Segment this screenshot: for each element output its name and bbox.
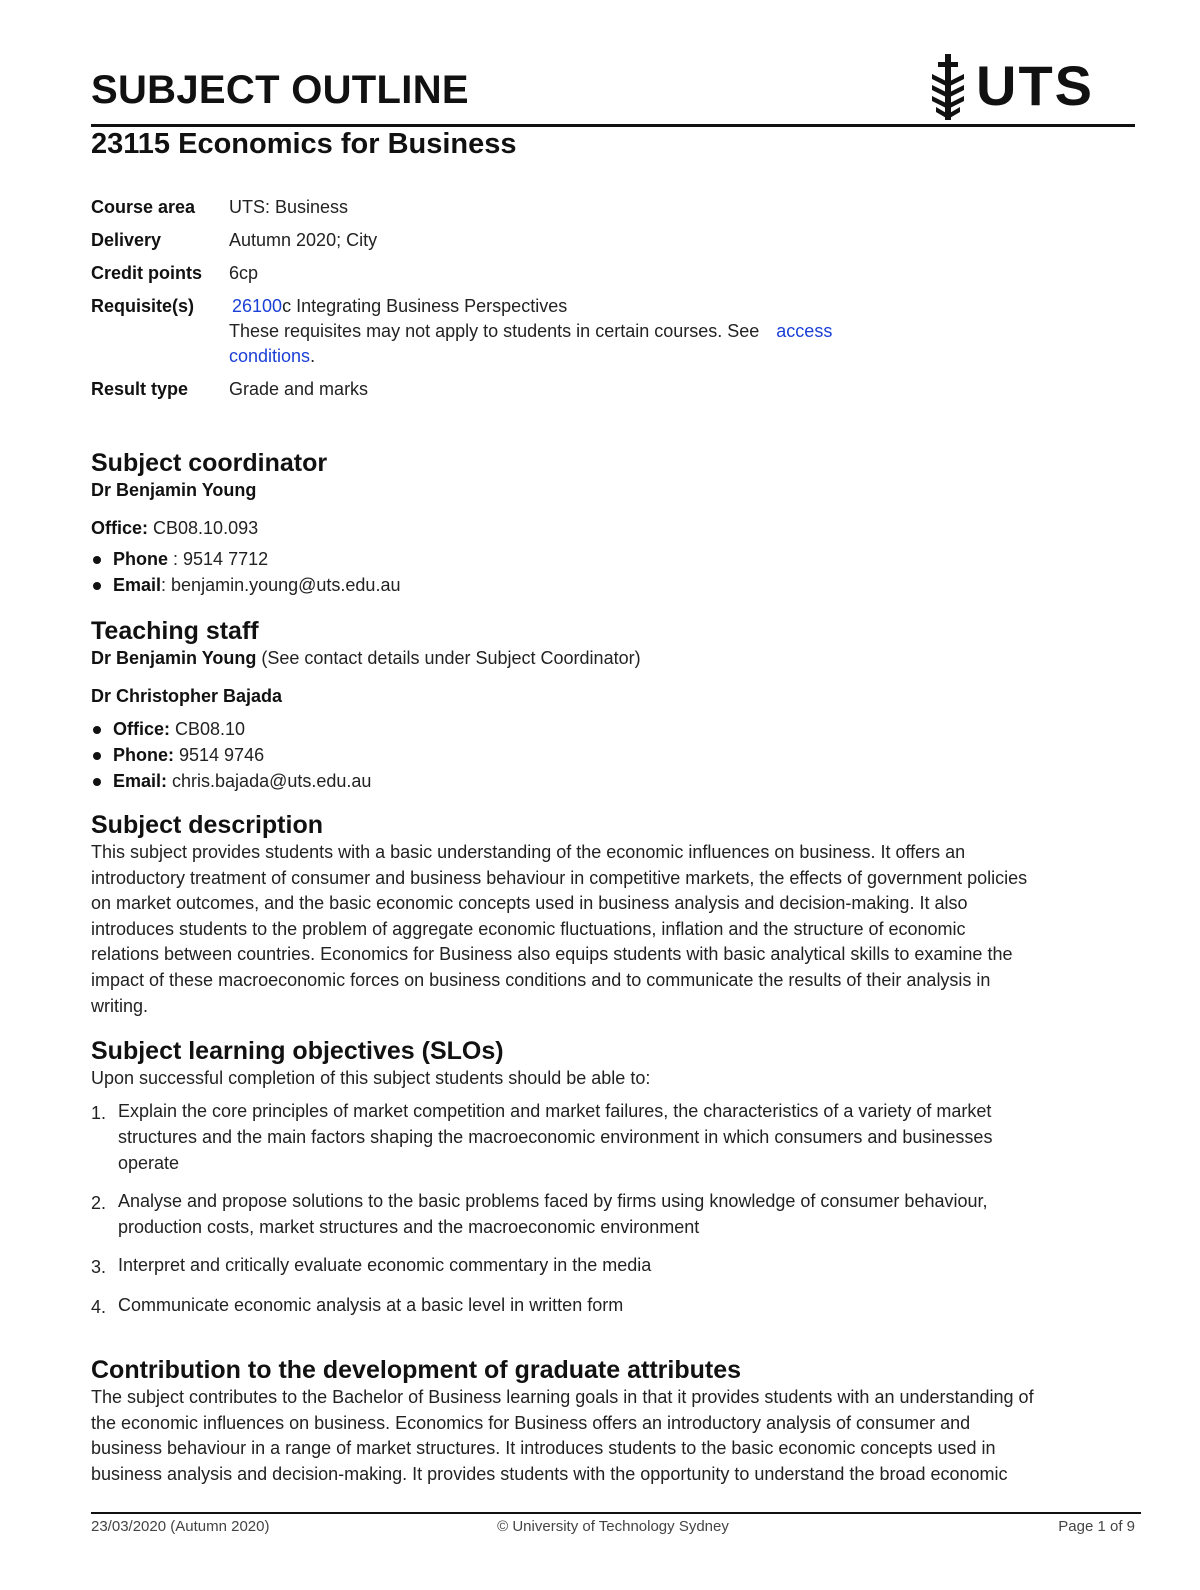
coordinator-name: Dr Benjamin Young	[91, 480, 257, 500]
subject-coordinator-section	[91, 448, 1141, 598]
description-line: relations between countries. Economics for Business also equips students with basic analytical skills to examine the	[91, 944, 1013, 965]
phone-label: Phone:	[113, 745, 174, 765]
description-line: impact of these macroeconomic forces on business conditions and to communicate the results of their analysis in	[91, 969, 991, 990]
list-item	[91, 1188, 1141, 1240]
phone-value: 9514 9746	[174, 745, 265, 765]
page-title: SUBJECT OUTLINE	[91, 68, 469, 112]
meta-value	[229, 294, 832, 369]
office-label: Office:	[113, 719, 171, 739]
list-item	[91, 716, 1141, 742]
meta-label: Course area	[91, 197, 196, 217]
graduate-line: business analysis and decision-making. It provides students with the opportunity to understand the broad economic	[91, 1463, 1008, 1484]
graduate-attributes-section	[91, 1355, 1141, 1487]
description-line: This subject provides students with a basic understanding of the economic influences on business. It offers an	[91, 842, 966, 862]
meta-requisites	[91, 294, 1091, 369]
office-value: CB08.10	[170, 719, 246, 739]
requisite-period: .	[310, 346, 316, 366]
phone-value: : 9514 7712	[168, 549, 269, 569]
email-label: Email	[113, 575, 162, 595]
requisite-subject-link[interactable]: 26100	[232, 296, 283, 316]
section-heading: Teaching staff	[91, 617, 259, 645]
footer-divider	[91, 1512, 1141, 1514]
footer-copyright: © University of Technology Sydney	[497, 1518, 729, 1535]
teaching-staff-section	[91, 616, 1141, 794]
objectives-list	[91, 1098, 1141, 1320]
subject-description-section	[91, 810, 1141, 1019]
meta-value: Grade and marks	[229, 379, 369, 399]
section-heading: Subject description	[91, 811, 323, 839]
description-line: introduces students to the problem of aggregate economic fluctuations, inflation and the structure of economic	[91, 918, 966, 939]
list-item	[91, 546, 1141, 572]
office-value: CB08.10.093	[148, 518, 259, 538]
section-heading: Subject coordinator	[91, 449, 328, 477]
item-number: 4.	[91, 1297, 107, 1317]
description-line: introductory treatment of consumer and business behaviour in competitive markets, the effects of government policies	[91, 867, 1028, 888]
graduate-line: The subject contributes to the Bachelor of Business learning goals in that it provides students with an understanding of	[91, 1387, 1034, 1407]
list-item	[91, 1098, 1141, 1176]
meta-value: Autumn 2020; City	[229, 230, 378, 250]
meta-result-type	[91, 377, 1091, 402]
learning-objectives-section	[91, 1036, 1141, 1332]
subject-title: 23115 Economics for Business	[91, 128, 517, 160]
requisite-note: These requisites may not apply to students in certain courses. See	[229, 321, 760, 341]
email-value: : benjamin.young@uts.edu.au	[161, 575, 401, 595]
footer-date: 23/03/2020 (Autumn 2020)	[91, 1518, 270, 1535]
requisite-subject-name: c Integrating Business Perspectives	[282, 296, 568, 316]
coordinator-contact-list	[91, 546, 1141, 598]
staff-name: Dr Christopher Bajada	[91, 686, 283, 706]
meta-delivery	[91, 228, 1091, 253]
coordinator-office	[91, 516, 1141, 540]
email-value: chris.bajada@uts.edu.au	[167, 771, 372, 791]
list-item	[91, 1292, 1141, 1320]
meta-label: Result type	[91, 379, 189, 399]
access-conditions-link-continued[interactable]: conditions	[229, 346, 311, 366]
description-line: writing.	[91, 995, 149, 1016]
phone-label: Phone	[113, 549, 169, 569]
list-item	[91, 768, 1141, 794]
item-text: Communicate economic analysis at a basic level in written form	[118, 1295, 624, 1315]
staff-note: (See contact details under Subject Coordinator)	[256, 648, 641, 668]
uts-logo	[926, 52, 1098, 124]
item-text: operate	[118, 1153, 180, 1173]
meta-label: Requisite(s)	[91, 296, 195, 316]
staff-name: Dr Benjamin Young	[91, 648, 257, 668]
list-item	[91, 572, 1141, 598]
graduate-line: business behaviour in a range of market structures. It introduces students to the basic economic concepts used in	[91, 1438, 996, 1459]
uts-crest-icon	[926, 52, 970, 124]
item-text: Interpret and critically evaluate economic commentary in the media	[118, 1255, 652, 1275]
item-text: Analyse and propose solutions to the basic problems faced by firms using knowledge of consumer behaviour,	[118, 1191, 988, 1211]
item-text: structures and the main factors shaping the macroeconomic environment in which consumers and businesses	[118, 1127, 993, 1147]
access-conditions-link[interactable]: access	[776, 321, 833, 341]
staff-contact-list	[91, 716, 1141, 794]
section-heading: Subject learning objectives (SLOs)	[91, 1037, 504, 1065]
meta-value: UTS: Business	[229, 197, 349, 217]
list-item	[91, 742, 1141, 768]
meta-label: Credit points	[91, 263, 202, 283]
header-divider	[91, 124, 1135, 127]
item-text: Explain the core principles of market competition and market failures, the characteristics of a variety of market	[118, 1101, 992, 1121]
section-heading: Contribution to the development of graduate attributes	[91, 1356, 741, 1384]
objectives-intro: Upon successful completion of this subject students should be able to:	[91, 1068, 651, 1088]
meta-credit-points	[91, 261, 1091, 286]
item-number: 1.	[91, 1103, 107, 1123]
meta-value: 6cp	[229, 263, 259, 283]
item-number: 3.	[91, 1257, 107, 1277]
meta-label: Delivery	[91, 230, 162, 250]
list-item	[91, 1252, 1141, 1280]
footer-page-number: Page 1 of 9	[1058, 1518, 1135, 1535]
item-text: production costs, market structures and the macroeconomic environment	[118, 1217, 700, 1237]
email-label: Email:	[113, 771, 168, 791]
graduate-line: the economic influences on business. Economics for Business offers an introductory analysis of consumer and	[91, 1412, 971, 1433]
office-label: Office:	[91, 518, 149, 538]
meta-course-area	[91, 195, 1091, 220]
description-line: on market outcomes, and the basic economic concepts used in business analysis and decision-making. It also	[91, 893, 968, 914]
staff-member	[91, 646, 1141, 670]
subject-meta	[91, 195, 1091, 410]
uts-logo-text: UTS	[976, 54, 1094, 117]
item-number: 2.	[91, 1193, 107, 1213]
